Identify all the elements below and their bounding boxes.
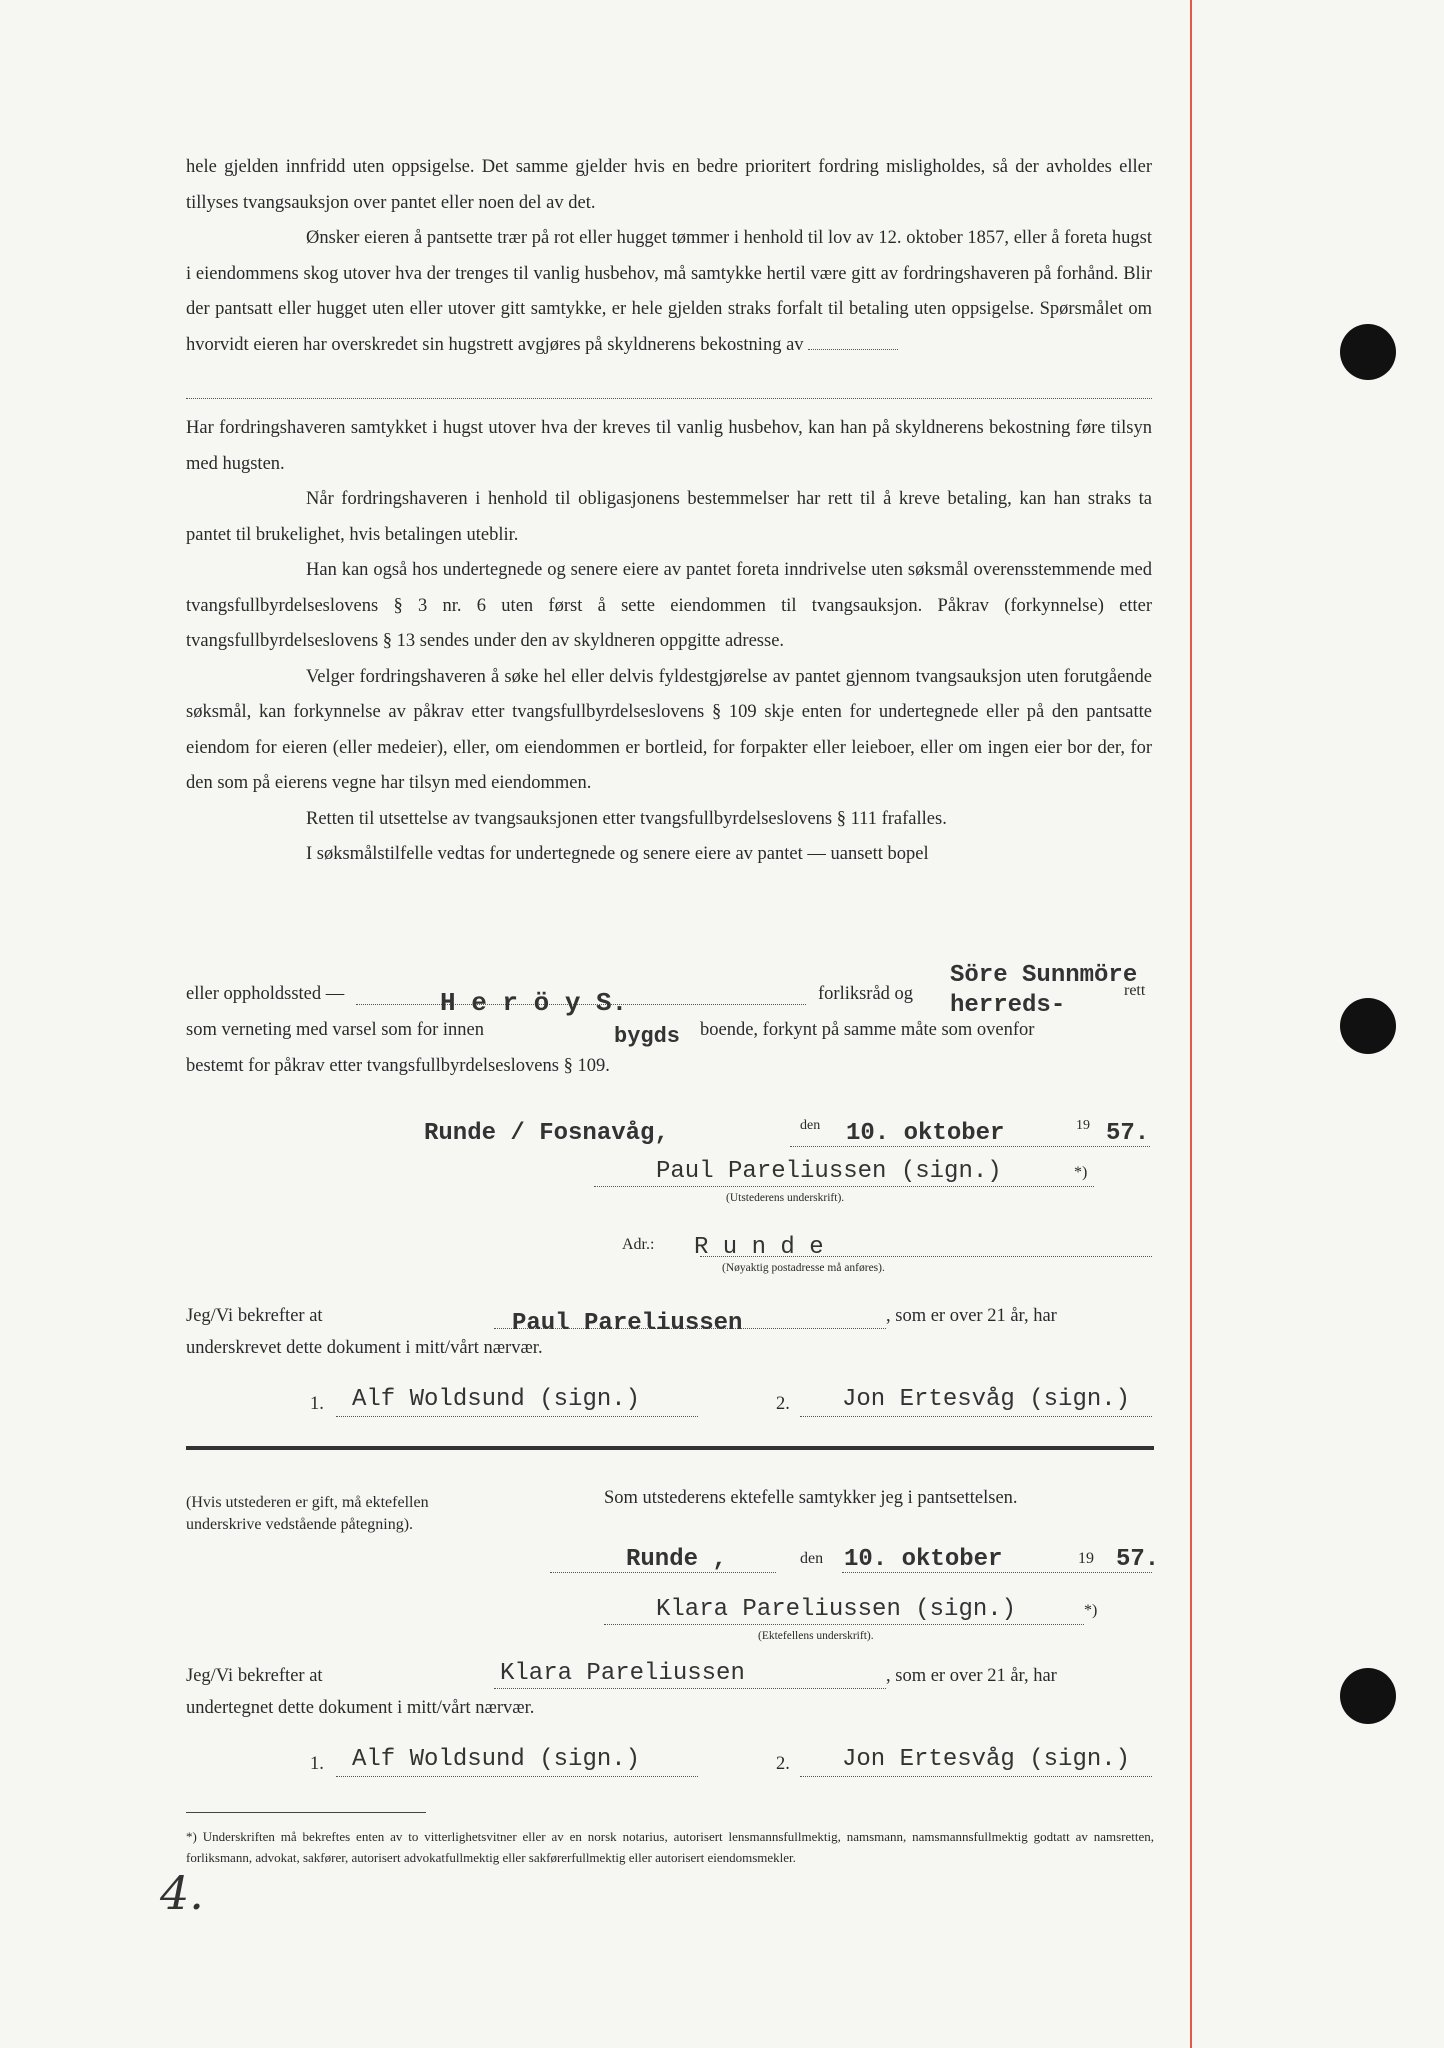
witness2-w1-line [336, 1776, 698, 1777]
witness1-w2: Jon Ertesvåg (sign.) [842, 1386, 1131, 1413]
witness1-suffix: , som er over 21 år, har [886, 1306, 1057, 1326]
paragraph-1: hele gjelden innfridd uten oppsigelse. Det samme gjelder hvis en bedre prioritert fordring misligholdes, så der avholdes eller tillyses tvangsauksjon over pantet eller noen del av det. [186, 157, 1152, 213]
venue-end: rett [1124, 982, 1146, 999]
witness2-w2-line [800, 1776, 1152, 1777]
issuer-year-prefix: 19 [1076, 1118, 1090, 1133]
spouse-year-prefix: 19 [1078, 1550, 1094, 1567]
venue-typed-court-1: Söre Sunnmöre [950, 962, 1138, 989]
issuer-year: 57. [1106, 1120, 1150, 1147]
issuer-signature-line [594, 1186, 1094, 1187]
spouse-sig-suffix: *) [1084, 1602, 1098, 1619]
witness2-line2: undertegnet dette dokument i mitt/vårt nærvær. [186, 1698, 535, 1718]
paragraph-5: Han kan også hos undertegnede og senere eiere av pantet foreta inndrivelse uten søksmål overensstemmende med tvangsfullbyrdelseslovens § 3 nr. 6 uten først å sette eiendommen til tvangsauksjon. Påkrav (forkynnelse) etter tvangsfullbyrdelseslovens § 13 sendes under den av skyldneren oppgitte adresse. [186, 560, 1152, 651]
witness2-name-line [494, 1688, 886, 1689]
witness2-n1: 1. [310, 1754, 324, 1774]
venue-typed-place: H e r ö y S. [440, 988, 628, 1018]
blank-line [808, 349, 898, 350]
adr-label: Adr.: [622, 1236, 655, 1253]
venue-line-2-end: boende, forkynt på samme måte som ovenfor [700, 1020, 1035, 1040]
witness2-w1: Alf Woldsund (sign.) [352, 1746, 641, 1773]
witness1-line2: underskrevet dette dokument i mitt/vårt nærvær. [186, 1338, 543, 1358]
issuer-sig-caption: (Utstederens underskrift). [726, 1192, 845, 1204]
venue-line-3: bestemt for påkrav etter tvangsfullbyrdelseslovens § 109. [186, 1056, 610, 1076]
spouse-note: (Hvis utstederen er gift, må ektefellen underskrive vedstående påtegning). [186, 1494, 429, 1533]
section-divider [186, 1446, 1154, 1450]
handwritten-margin-mark: 4. [160, 1866, 204, 1920]
venue-line-2-start: som verneting med varsel som for innen [186, 1020, 484, 1040]
venue-mid: forliksråd og [818, 984, 914, 1004]
witness1-n2: 2. [776, 1394, 790, 1414]
witness2-name: Klara Pareliussen [500, 1660, 745, 1687]
spouse-sig-caption: (Ektefellens underskrift). [758, 1630, 874, 1642]
punch-hole-top [1340, 324, 1396, 380]
witness1-name: Paul Pareliussen [512, 1310, 743, 1337]
issuer-date: 10. oktober [846, 1120, 1005, 1147]
paragraph-4: Når fordringshaveren i henhold til obligasjonens bestemmelser har rett til å kreve betaling, kan han straks ta pantet til brukelighet, hvis betalingen uteblir. [186, 489, 1152, 545]
venue-line-1-start: eller oppholdssted — [186, 984, 345, 1004]
venue-typed-bygd: bygds [614, 1024, 681, 1049]
issuer-sig-suffix: *) [1074, 1164, 1088, 1181]
witness2-n2: 2. [776, 1754, 790, 1774]
paragraph-2: Ønsker eieren å pantsette trær på rot eller hugget tømmer i henhold til lov av 12. oktober 1857, eller å foreta hugst i eiendommens skog utover hva der trenges til vanlig husbehov, må samtykke hertil være gitt av fordringshaveren på forhånd. Blir der pantsatt eller hugget uten eller utover gitt samtykke, er hele gjelden straks forfalt til betaling uten oppsigelse. Spørsmålet om hvorvidt eieren har overskredet sin hugstrett avgjøres på skyldnerens bekostning av [186, 228, 1152, 355]
red-margin-line [1190, 0, 1192, 2048]
footnote: *) Underskriften må bekreftes enten av to vitterlighetsvitner eller av en norsk notarius, autorisert lensmannsfullmektig, namsmann, namsmannsfullmektig godtatt av namsretten, forliksmann, advokat, sakfører, autorisert advokatfullmektig eller sakførerfullmektig eller autorisert eiendomsmekler. [186, 1829, 1154, 1865]
spouse-place: Runde , [626, 1546, 727, 1573]
paragraph-3: Har fordringshaveren samtykket i hugst utover hva der kreves til vanlig husbehov, kan han på skyldnerens bekostning føre tilsyn med hugsten. [186, 418, 1152, 474]
witness1-w2-line [800, 1416, 1152, 1417]
witness1-prefix: Jeg/Vi bekrefter at [186, 1306, 323, 1326]
witness1-w1-line [336, 1416, 698, 1417]
spouse-year: 57. [1116, 1546, 1160, 1573]
witness2-suffix: , som er over 21 år, har [886, 1666, 1057, 1686]
spouse-consent: Som utstederens ektefelle samtykker jeg i pantsettelsen. [604, 1488, 1018, 1508]
footnote-rule [186, 1812, 426, 1813]
adr-caption: (Nøyaktig postadresse må anføres). [722, 1262, 885, 1274]
spouse-den: den [800, 1550, 824, 1567]
witness1-n1: 1. [310, 1394, 324, 1414]
witness2-w2: Jon Ertesvåg (sign.) [842, 1746, 1131, 1773]
paragraph-8: I søksmålstilfelle vedtas for undertegnede og senere eiere av pantet — uansett bopel [306, 844, 929, 864]
paragraph-7: Retten til utsettelse av tvangsauksjonen etter tvangsfullbyrdelseslovens § 111 frafalles. [306, 808, 947, 829]
paragraph-6: Velger fordringshaveren å søke hel eller delvis fyldestgjørelse av pantet gjennom tvangsauksjon uten forutgående søksmål, kan forkynnelse av påkrav etter tvangsfullbyrdelseslovens § 109 skje enten for undertegnede eller på den pantsatte eiendom for eieren (eller medeier), eller, om eiendommen er bortleid, for forpakter eller leieboer, eller om ingen eier bor der, for den som på eierens vegne har tilsyn med eiendommen. [186, 666, 1152, 793]
adr-value: R u n d e [694, 1234, 824, 1261]
issuer-den: den [800, 1118, 821, 1133]
spouse-signature: Klara Pareliussen (sign.) [656, 1596, 1017, 1623]
witness2-prefix: Jeg/Vi bekrefter at [186, 1666, 323, 1686]
spouse-signature-line [604, 1624, 1084, 1625]
issuer-place: Runde / Fosnavåg, [424, 1120, 669, 1147]
body-text-top [186, 150, 1152, 873]
punch-hole-bottom [1340, 1668, 1396, 1724]
dotted-fill-line [186, 363, 1152, 399]
witness1-w1: Alf Woldsund (sign.) [352, 1386, 641, 1413]
punch-hole-middle [1340, 998, 1396, 1054]
issuer-signature: Paul Pareliussen (sign.) [656, 1158, 1002, 1185]
spouse-date: 10. oktober [844, 1546, 1003, 1573]
venue-typed-court-2: herreds- [950, 992, 1066, 1019]
